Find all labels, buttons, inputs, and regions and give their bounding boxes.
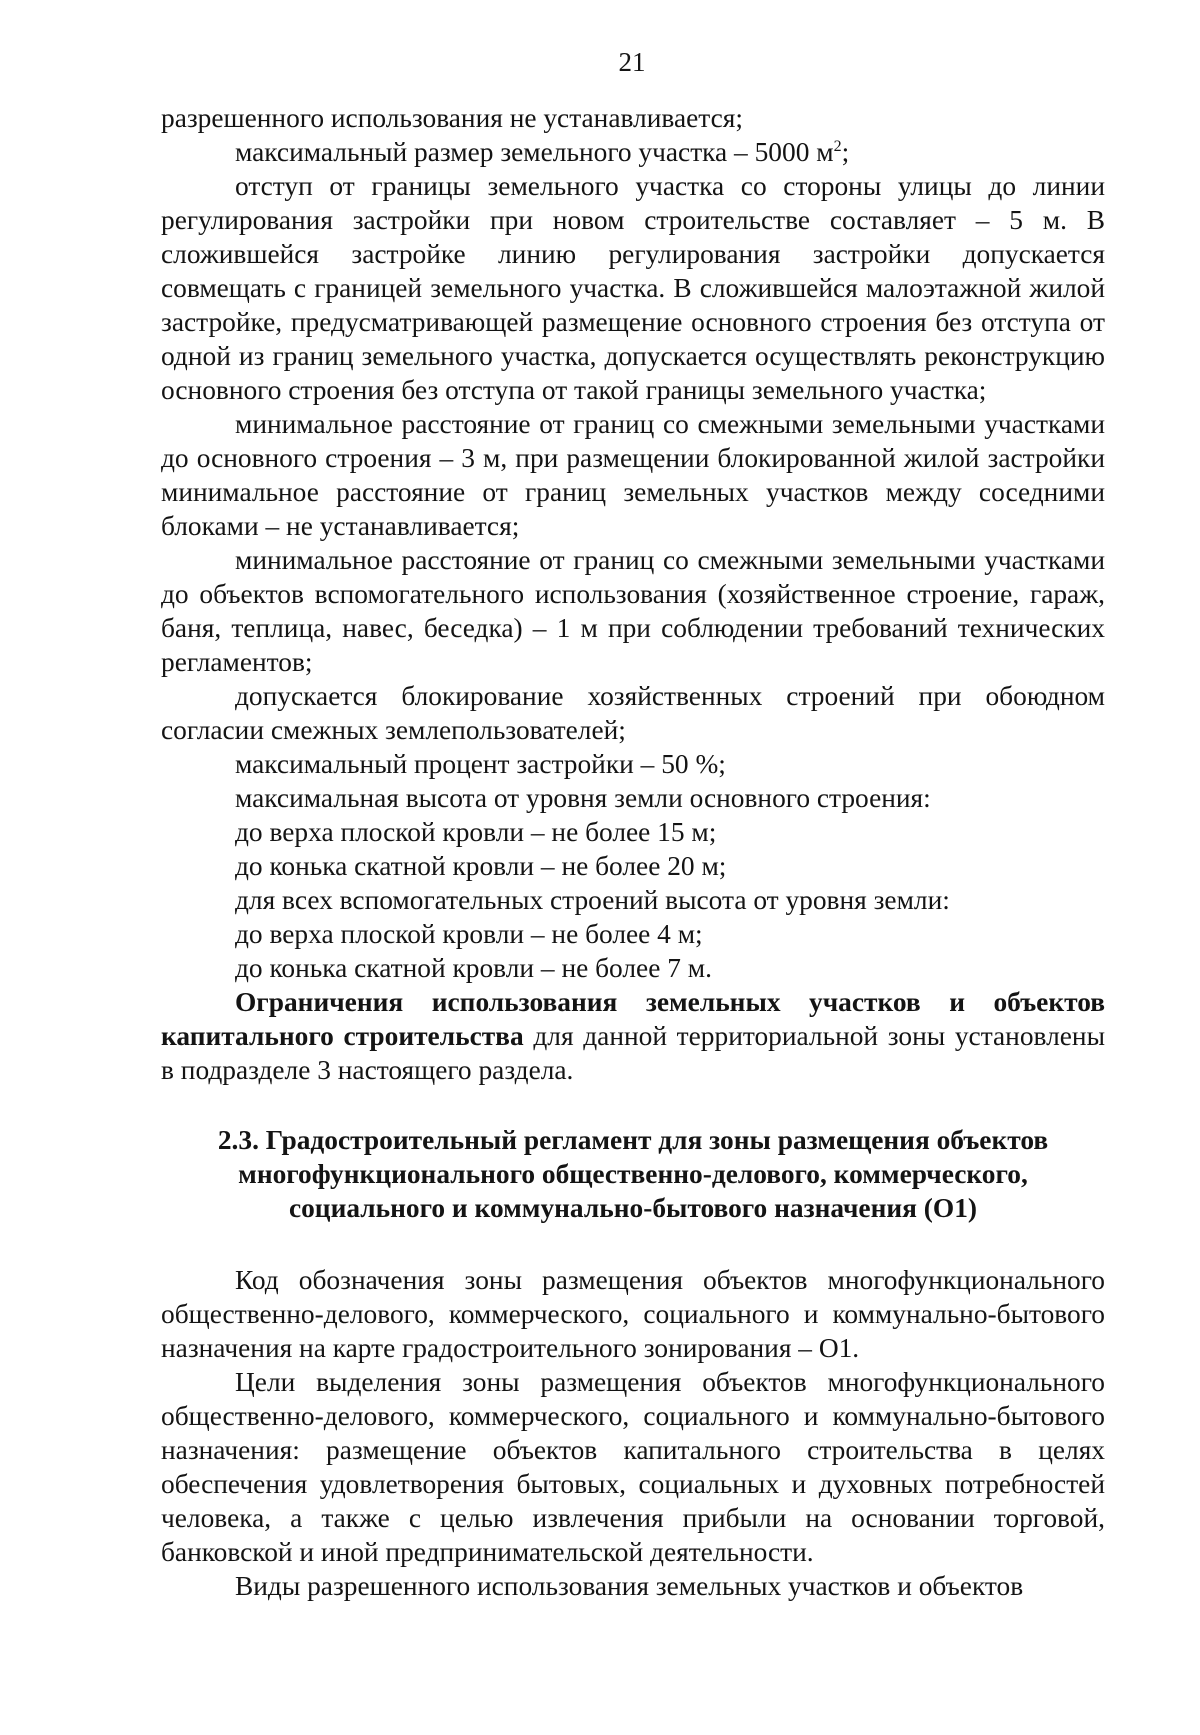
max-plot-size-text: максимальный размер земельного участка – 5000 м <box>235 137 834 167</box>
paragraph-street-setback: отступ от границы земельного участка со стороны улицы до линии регулирования застройки при новом строительстве составляет – 5 м. В сложившейся застройке линию регулирования застройки допускается совмещать с границей земельного участка. В сложившейся малоэтажной жилой застройке, предусматривающей размещение основного строения без отступа от одной из границ земельного участка, допускается осуществлять реконструкцию основного строения без отступа от такой границы земельного участка; <box>161 171 1105 405</box>
square-meter-superscript: 2 <box>833 137 842 155</box>
paragraph-flat-roof-main: до верха плоской кровли – не более 15 м; <box>235 817 717 847</box>
paragraph-usage-restrictions <box>161 985 1105 1087</box>
paragraph-zone-goals: Цели выделения зоны размещения объектов многофункционального общественно-делового, коммерческого, социального и коммунально-бытового назначения: размещение объектов капитального строительства в целях обеспечения удовлетворения бытовых, социальных и духовных потребностей человека, а также с целью извлечения прибыли на основании торговой, банковской и иной предпринимательской деятельности. <box>161 1367 1105 1567</box>
page-number: 21 <box>618 47 646 77</box>
paragraph-max-building-percent: максимальный процент застройки – 50 %; <box>235 749 726 779</box>
paragraph-permitted-use-start: Виды разрешенного использования земельных участков и объектов <box>235 1571 1024 1601</box>
paragraph-max-plot-size <box>161 135 1105 169</box>
section-title-line-1: 2.3. Градостроительный регламент для зоны размещения объектов <box>217 1125 1049 1155</box>
section-title-line-3: социального и коммунально-бытового назначения (О1) <box>288 1193 978 1223</box>
paragraph-main-building-distance: минимальное расстояние от границ со смежными земельными участками до основного строения – 3 м, при размещении блокированной жилой застройки минимальное расстояние от границ земельных участков между соседними блоками – не устанавливается; <box>161 409 1105 541</box>
paragraph-auxiliary-height: для всех вспомогательных строений высота от уровня земли: <box>235 885 950 915</box>
paragraph-max-height-main: максимальная высота от уровня земли основного строения: <box>235 783 931 813</box>
paragraph-flat-roof-auxiliary: до верха плоской кровли – не более 4 м; <box>235 919 703 949</box>
paragraph-zone-code: Код обозначения зоны размещения объектов многофункционального общественно-делового, коммерческого, социального и коммунально-бытового назначения на карте градостроительного зонирования – О1. <box>161 1265 1105 1363</box>
usage-restrictions-text: для данной территориальной зоны установлены в подразделе 3 настоящего раздела. <box>161 1021 1105 1085</box>
section-title-line-2: многофункционального общественно-делового, коммерческого, <box>238 1159 1028 1189</box>
section-title-2-3 <box>161 1123 1105 1225</box>
paragraph-pitched-roof-main: до конька скатной кровли – не более 20 м; <box>235 851 727 881</box>
document-body <box>161 101 1105 1603</box>
paragraph-continuation: разрешенного использования не устанавливается; <box>161 103 743 133</box>
max-plot-size-end: ; <box>841 137 850 167</box>
paragraph-auxiliary-building-distance: минимальное расстояние от границ со смежными земельными участками до объектов вспомогательного использования (хозяйственное строение, гараж, баня, теплица, навес, беседка) – 1 м при соблюдении требований технических регламентов; <box>161 545 1105 677</box>
paragraph-pitched-roof-auxiliary: до конька скатной кровли – не более 7 м. <box>235 953 712 983</box>
paragraph-blocking-allowed: допускается блокирование хозяйственных строений при обоюдном согласии смежных землепользователей; <box>161 681 1105 745</box>
usage-restrictions-bold-text: Ограничения использования земельных участков и объектов капитального строительства <box>161 987 1105 1051</box>
